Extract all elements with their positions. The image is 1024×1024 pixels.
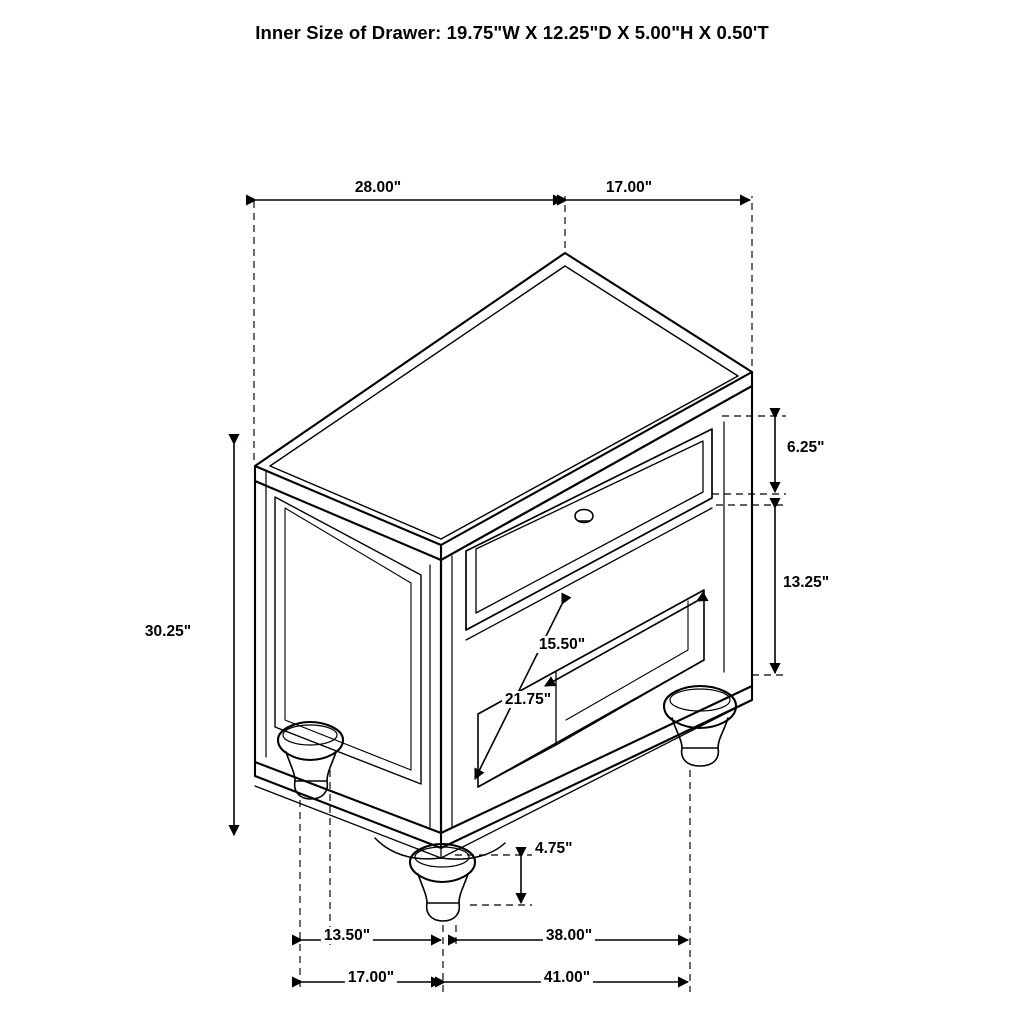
foot-rear-left bbox=[278, 722, 343, 799]
apron-curve-left bbox=[375, 838, 441, 859]
dim-label-top-depth: 28.00" bbox=[352, 179, 404, 196]
drawer-front-frame bbox=[466, 429, 712, 630]
left-face-panel-inner bbox=[285, 508, 411, 770]
dim-label-foot-offset: 17.00" bbox=[345, 969, 397, 986]
dim-label-drawer-front-height: 6.25" bbox=[784, 439, 828, 456]
left-face-recessed-panel bbox=[275, 497, 421, 784]
table-top-bevel bbox=[270, 266, 738, 539]
shelf-interior-detail bbox=[566, 601, 688, 720]
table-top-surface bbox=[255, 253, 752, 545]
table-top-edge-front-right bbox=[441, 372, 752, 560]
dim-label-open-shelf-height: 13.25" bbox=[780, 574, 832, 591]
dim-label-base-depth: 38.00" bbox=[543, 927, 595, 944]
dim-label-foot-inset: 13.50" bbox=[321, 927, 373, 944]
dim-label-leg-clearance: 4.75" bbox=[532, 840, 576, 857]
base-moulding-left bbox=[255, 762, 441, 848]
open-shelf-opening bbox=[478, 590, 704, 787]
shelf-interior-bottom-left bbox=[478, 745, 556, 787]
page-title: Inner Size of Drawer: 19.75"W X 12.25"D X 5.00"H X 0.50'T bbox=[255, 22, 769, 43]
drawer-split-line bbox=[466, 498, 712, 630]
dim-label-total-height: 30.25" bbox=[142, 623, 194, 640]
foot-front bbox=[410, 844, 475, 921]
dim-label-inner-width: 21.75" bbox=[502, 691, 554, 708]
drawer-lower-edge bbox=[466, 508, 712, 640]
dim-label-inner-depth: 15.50" bbox=[536, 636, 588, 653]
dim-label-base-width: 41.00" bbox=[541, 969, 593, 986]
dimension-arrows bbox=[234, 200, 775, 982]
dim-label-top-width: 17.00" bbox=[603, 179, 655, 196]
drawer-front-inner-panel bbox=[476, 441, 703, 613]
